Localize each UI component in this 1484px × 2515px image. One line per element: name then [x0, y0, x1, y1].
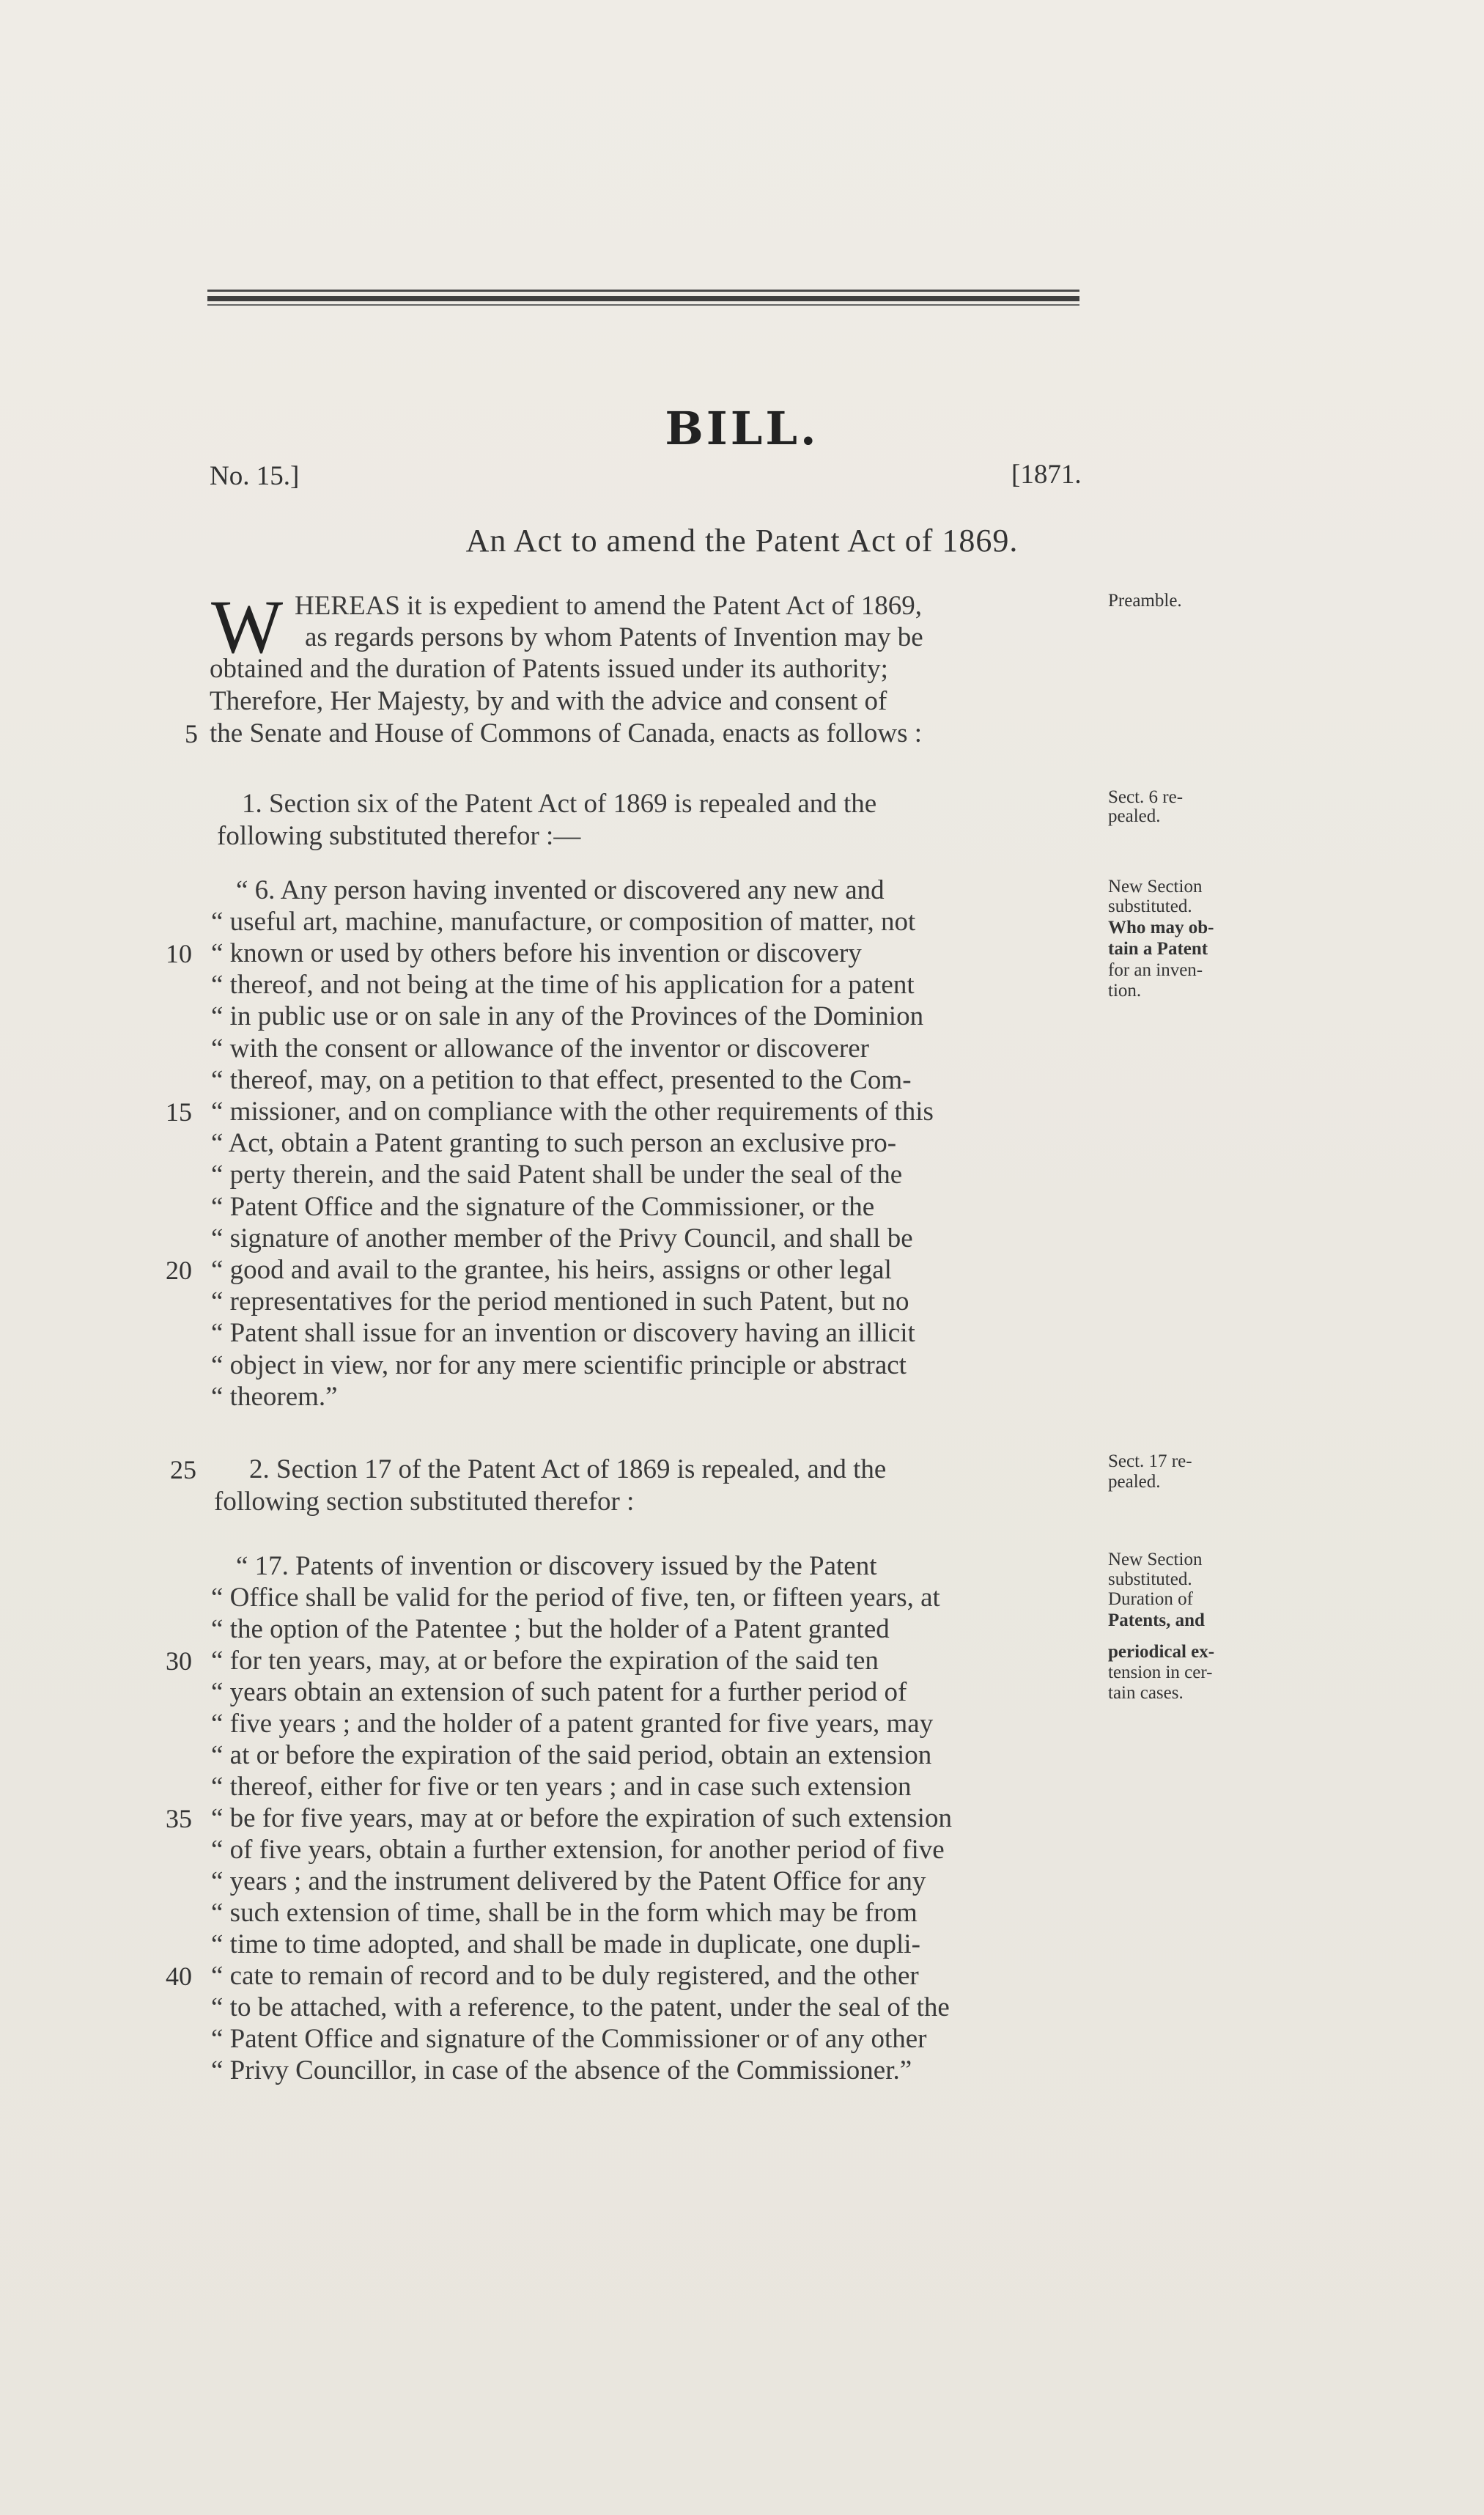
section2-line: 2. Section 17 of the Patent Act of 1869 is repealed, and the [249, 1454, 887, 1484]
preamble-line: obtained and the duration of Patents issued under its authority; [210, 654, 888, 684]
section17-line: “ to be attached, with a reference, to the patent, under the seal of the [211, 1992, 950, 2022]
section6-line: “ 6. Any person having invented or discovered any new and [236, 875, 885, 905]
preamble-dropcap: W [211, 585, 284, 669]
margin-note-new-section: New Section [1108, 877, 1203, 896]
preamble-line: HEREAS it is expedient to amend the Patent Act of 1869, [295, 591, 923, 621]
section17-line: “ for ten years, may, at or before the expiration of the said ten [211, 1646, 879, 1676]
section17-line: “ Office shall be valid for the period of five, ten, or fifteen years, at [211, 1583, 940, 1613]
section6-line: “ representatives for the period mentioned in such Patent, but no [211, 1286, 909, 1317]
margin-note-new-section-17: substituted. [1108, 1569, 1192, 1589]
section17-line: “ be for five years, may at or before the expiration of such extension [211, 1803, 952, 1833]
section17-line: “ years obtain an extension of such patent for a further period of [211, 1677, 907, 1707]
margin-note-sect17-repealed: Sect. 17 re- [1108, 1451, 1192, 1471]
margin-note-who-may-obtain: Who may ob- [1108, 918, 1214, 938]
margin-note-duration: tain cases. [1108, 1683, 1184, 1703]
section17-line: “ of five years, obtain a further extension, for another period of five [211, 1835, 945, 1865]
section6-line: “ in public use or on sale in any of the Provinces of the Dominion [211, 1001, 924, 1031]
margin-note-who-may-obtain: tion. [1108, 981, 1142, 1001]
section1-line: following substituted therefor :— [217, 821, 581, 851]
line-number: 30 [166, 1646, 192, 1676]
section17-line: “ such extension of time, shall be in the form which may be from [211, 1898, 918, 1928]
section17-line: “ years ; and the instrument delivered by the Patent Office for any [211, 1866, 926, 1896]
header-rule-thick [207, 296, 1079, 301]
section17-line: “ five years ; and the holder of a patent granted for five years, may [211, 1709, 934, 1739]
line-number: 5 [185, 719, 198, 748]
section6-line: “ thereof, and not being at the time of his application for a patent [211, 970, 915, 1000]
margin-note-new-section-17: New Section [1108, 1550, 1203, 1569]
section6-line: “ useful art, machine, manufacture, or composition of matter, not [211, 907, 916, 937]
section17-line: “ 17. Patents of invention or discovery issued by the Patent [236, 1551, 877, 1581]
section6-line: “ Patent shall issue for an invention or discovery having an illicit [211, 1318, 915, 1348]
section6-line: “ Act, obtain a Patent granting to such person an exclusive pro- [211, 1128, 897, 1158]
margin-note-who-may-obtain: tain a Patent [1108, 939, 1208, 959]
section17-line: “ time to time adopted, and shall be made in duplicate, one dupli- [211, 1929, 920, 1959]
line-number: 10 [166, 939, 192, 968]
section6-line: “ with the consent or allowance of the inventor or discoverer [211, 1034, 869, 1064]
margin-note-sect6-repealed: pealed. [1108, 806, 1161, 826]
bill-number: No. 15.] [210, 461, 300, 491]
section17-line: “ Privy Councillor, in case of the absence of the Commissioner.” [211, 2055, 912, 2085]
bill-title: BILL. [665, 402, 819, 455]
section6-line: “ thereof, may, on a petition to that effect, presented to the Com- [211, 1065, 912, 1095]
section6-line: “ object in view, nor for any mere scientific principle or abstract [211, 1350, 907, 1380]
margin-note-new-section: substituted. [1108, 896, 1192, 916]
section6-line: “ known or used by others before his invention or discovery [211, 938, 862, 968]
section6-line: “ good and avail to the grantee, his heirs, assigns or other legal [211, 1255, 892, 1285]
line-number: 35 [166, 1804, 192, 1833]
preamble-line: the Senate and House of Commons of Canada, enacts as follows : [210, 718, 923, 748]
section6-line: “ signature of another member of the Privy Council, and shall be [211, 1223, 913, 1253]
section6-line: “ theorem.” [211, 1382, 338, 1412]
margin-note-sect6-repealed: Sect. 6 re- [1108, 787, 1184, 807]
margin-note-duration: tension in cer- [1108, 1662, 1213, 1682]
header-rule-bottom [207, 304, 1079, 306]
margin-note-sect17-repealed: pealed. [1108, 1472, 1161, 1492]
section17-line: “ the option of the Patentee ; but the holder of a Patent granted [211, 1614, 890, 1644]
section17-line: “ Patent Office and signature of the Commissioner or of any other [211, 2024, 927, 2054]
margin-note-who-may-obtain: for an inven- [1108, 960, 1203, 980]
line-number: 25 [170, 1455, 196, 1484]
section2-line: following section substituted therefor : [214, 1487, 635, 1517]
line-number: 40 [166, 1962, 192, 1991]
margin-note-duration: periodical ex- [1108, 1642, 1215, 1662]
line-number: 15 [166, 1097, 192, 1127]
margin-note-preamble: Preamble. [1108, 591, 1182, 611]
preamble-line: as regards persons by whom Patents of Invention may be [305, 622, 923, 652]
section17-line: “ cate to remain of record and to be duly registered, and the other [211, 1961, 919, 1991]
line-number: 20 [166, 1256, 192, 1285]
section6-line: “ missioner, and on compliance with the other requirements of this [211, 1097, 934, 1127]
margin-note-duration: Duration of [1108, 1589, 1193, 1609]
section17-line: “ at or before the expiration of the said period, obtain an extension [211, 1740, 932, 1770]
act-title: An Act to amend the Patent Act of 1869. [465, 523, 1019, 559]
preamble-line: Therefore, Her Majesty, by and with the advice and consent of [210, 686, 887, 716]
section6-line: “ Patent Office and the signature of the Commissioner, or the [211, 1192, 875, 1222]
section6-line: “ perty therein, and the said Patent shall be under the seal of the [211, 1160, 903, 1190]
section17-line: “ thereof, either for five or ten years ; and in case such extension [211, 1772, 912, 1802]
section1-line: 1. Section six of the Patent Act of 1869 is repealed and the [242, 789, 877, 819]
header-rule-top [207, 290, 1079, 292]
margin-note-duration: Patents, and [1108, 1610, 1205, 1630]
bill-year: [1871. [1011, 460, 1082, 490]
